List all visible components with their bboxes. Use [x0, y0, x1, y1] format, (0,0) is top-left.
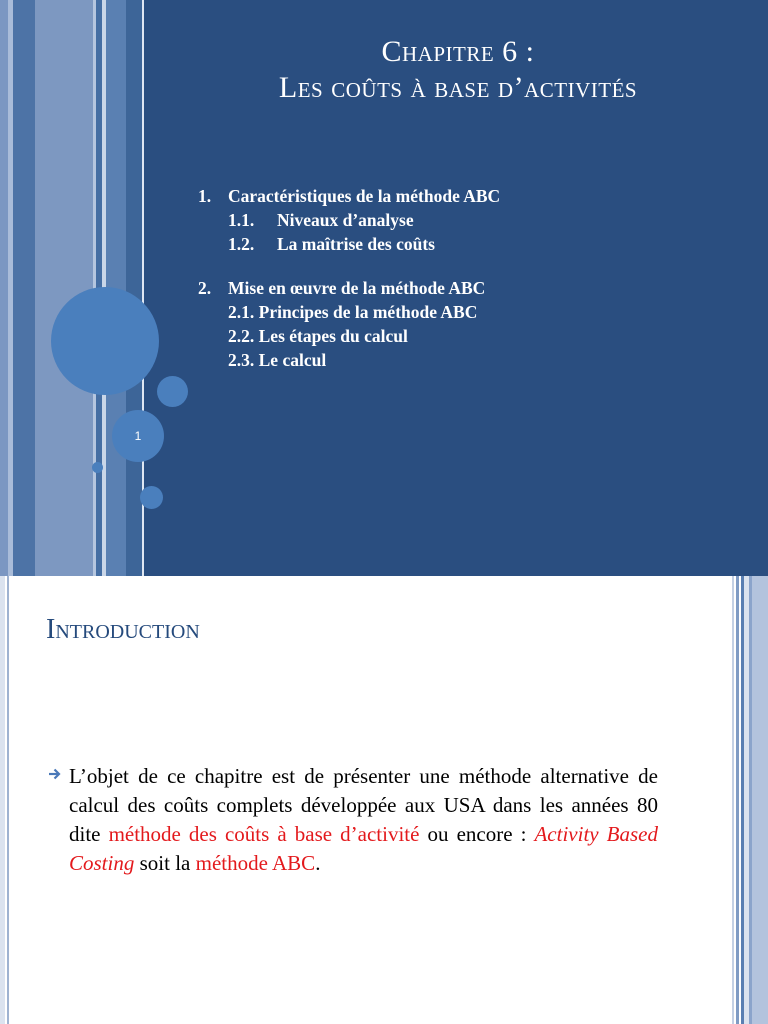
outline-item: [198, 276, 500, 300]
slide-title: Introduction: [46, 614, 200, 645]
chapter-outline: [198, 184, 500, 372]
decorative-circle-small: [140, 486, 163, 509]
outline-number: 1.2.: [228, 234, 255, 254]
outline-number: 1.: [198, 186, 212, 206]
outline-subitem: [198, 208, 500, 232]
outline-label: Les étapes du calcul: [258, 326, 408, 346]
outline-label: La maîtrise des coûts: [277, 234, 435, 254]
title-line: Chapitre 6 :: [381, 35, 535, 68]
decorative-stripe: [35, 0, 93, 576]
decorative-stripe: [752, 576, 768, 1024]
outline-number: 1.1.: [228, 210, 255, 230]
outline-label: Mise en œuvre de la méthode ABC: [228, 278, 486, 298]
outline-subitem: [198, 324, 500, 348]
intro-paragraph: [69, 762, 658, 878]
decorative-circle-large: [51, 287, 159, 395]
highlight-text: Activity Based Costing: [69, 822, 658, 875]
body-text: soit la: [134, 851, 196, 875]
highlight-text: méthode ABC: [195, 851, 316, 875]
decorative-stripe: [0, 0, 8, 576]
outline-number: 2.3.: [228, 350, 255, 370]
page-number: 1: [134, 429, 142, 443]
outline-number: 2.: [198, 278, 212, 298]
body-text: .: [315, 851, 321, 875]
outline-subitem: [198, 348, 500, 372]
decorative-stripe: [126, 0, 142, 576]
outline-item: [198, 184, 500, 208]
outline-number: 2.2.: [228, 326, 255, 346]
introduction-slide: [0, 576, 768, 1024]
outline-subitem: [198, 300, 500, 324]
outline-label: Le calcul: [258, 350, 327, 370]
outline-label: Niveaux d’analyse: [277, 210, 414, 230]
decorative-stripe: [732, 576, 734, 1024]
decorative-circle-small: [157, 376, 188, 407]
body-text: ou encore :: [419, 822, 535, 846]
outline-label: Caractéristiques de la méthode ABC: [228, 186, 501, 206]
slide-title: [148, 34, 768, 106]
decorative-stripe: [7, 576, 9, 1024]
outline-subitem: [198, 232, 500, 256]
highlight-text: méthode des coûts à base d’activité: [108, 822, 420, 846]
decorative-circle-tiny: [92, 462, 103, 473]
decorative-stripe: [13, 0, 35, 576]
body-text: L’objet de ce chapitre est de présenter une méthode alternative de calcul des coûts complets développée aux USA dans les années 80 dite: [69, 764, 658, 846]
title-line: Les coûts à base d’activités: [278, 71, 638, 104]
outline-number: 2.1.: [228, 302, 255, 322]
decorative-stripe: [0, 576, 5, 1024]
arrow-right-icon: [48, 766, 62, 782]
outline-label: Principes de la méthode ABC: [258, 302, 478, 322]
